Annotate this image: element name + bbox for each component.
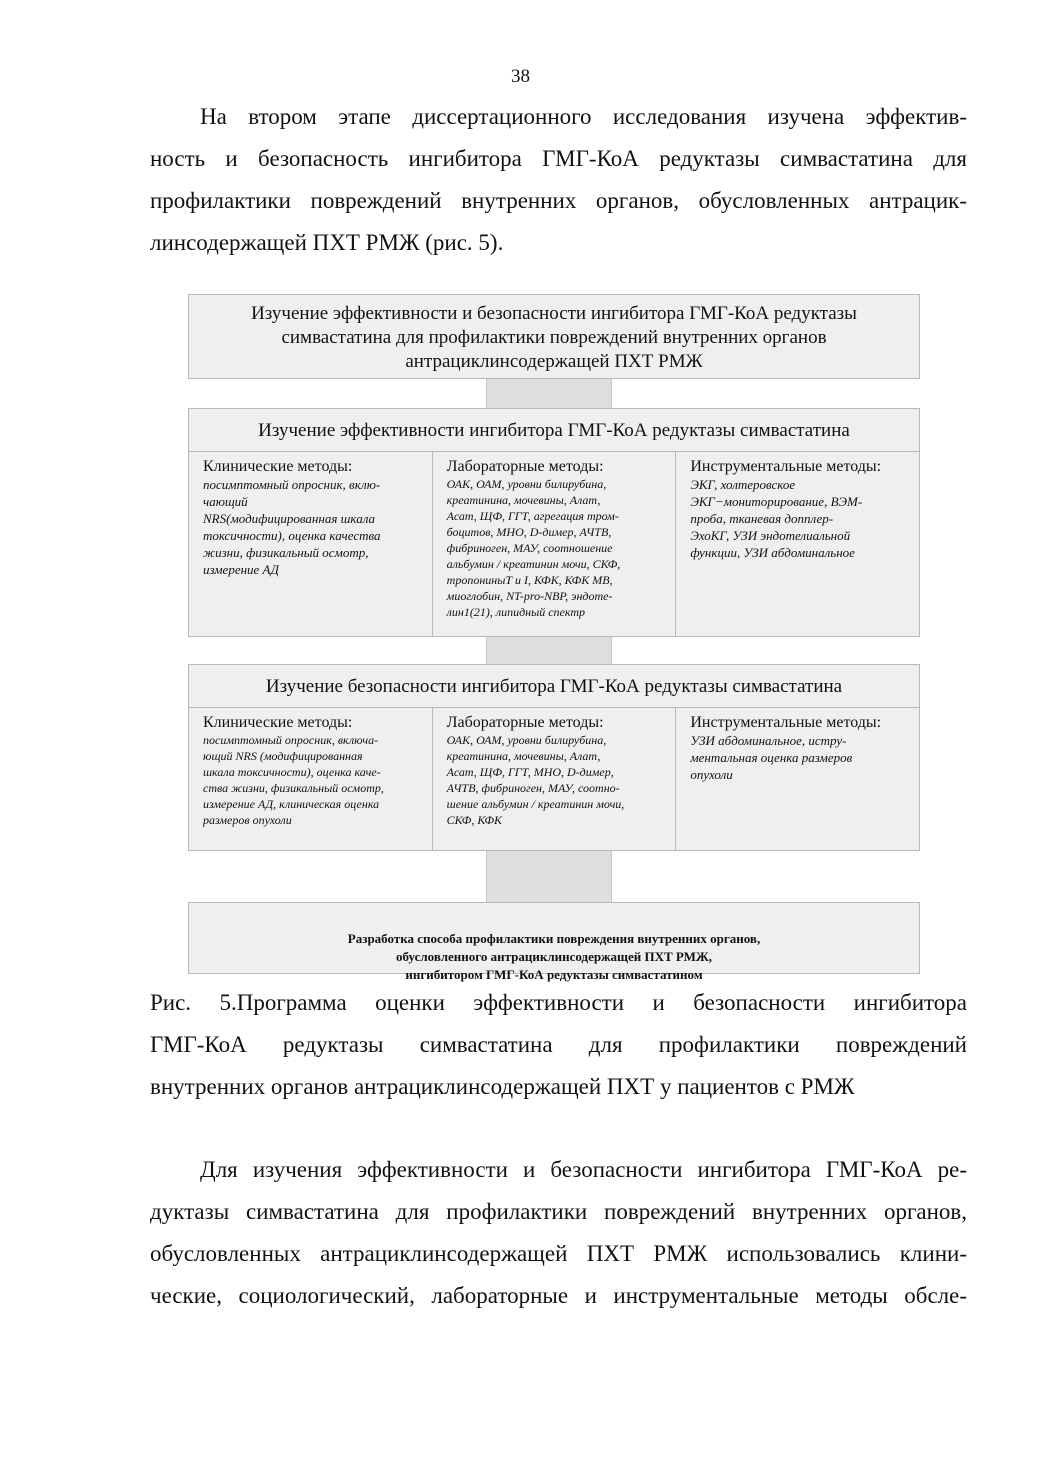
safety-heading-box: [188, 664, 920, 708]
text-line: профилактики повреждений внутренних органов, обусловленных антрацик-: [150, 188, 967, 213]
text-line: обусловленных антрациклинсодержащей ПХТ РМЖ использовались клини-: [150, 1241, 967, 1266]
efficacy-methods: [188, 452, 920, 637]
caption-line: ГМГ-КоА редуктазы симвастатина для профилактики повреждений: [150, 1032, 967, 1057]
safety-clinical-column: [189, 708, 433, 850]
caption-line: Рис. 5.Программа оценки эффективности и безопасности ингибитора: [150, 990, 967, 1015]
efficacy-heading-box: [188, 408, 920, 452]
safety-lab-column: [433, 708, 677, 850]
figure-caption: [150, 982, 967, 1108]
column-title: Лабораторные методы:: [446, 714, 604, 731]
connector: [486, 637, 612, 664]
diagram-top-box: [188, 294, 920, 379]
safety-methods: [188, 708, 920, 851]
column-body: ОАК, ОАМ, уровни билирубина, креатинина, мочевины, Алат, Асат, ЩФ, ГГТ, МНО, D-димер, АЧТВ, фибриноген, МАУ, соотно- шение альбумин / креатинин мочи, СКФ, КФК: [446, 733, 625, 827]
connector: [486, 851, 612, 902]
column-title: Инструментальные методы:: [690, 714, 882, 731]
efficacy-instrumental-column: [676, 452, 919, 636]
column-body: УЗИ абдоминальное, истру- ментальная оценка размеров опухоли: [690, 733, 853, 782]
text-line: ческие, социологический, лабораторные и инструментальные методы обсле-: [150, 1283, 967, 1308]
efficacy-lab-column: [433, 452, 677, 636]
caption-line: внутренних органов антрациклинсодержащей ПХТ у пациентов с РМЖ: [150, 1074, 855, 1099]
safety-instrumental-column: [676, 708, 919, 850]
column-title: Лабораторные методы:: [446, 458, 604, 475]
column-body: ОАК, ОАМ, уровни билирубина, креатинина, мочевины, Алат, Асат, ЩФ, ГГТ, агрегация тром- боцитов, МНО, D-димер, АЧТВ, фибриноген, МАУ, соотношение альбумин / креатинин мочи, СКФ, тропониныТ и I, КФК, КФК МВ, миоглобин, NT-pro-NBP, эндоте- лин1(21), липидный спектр: [446, 477, 621, 619]
efficacy-clinical-column: [189, 452, 433, 636]
column-body: ЭКГ, холтеровское ЭКГ−мониторирование, ВЭМ- проба, тканевая допплер- ЭхоКГ, УЗИ эндотелиальной функции, УЗИ абдоминальное: [690, 477, 863, 560]
connector: [486, 379, 612, 408]
safety-heading: Изучение безопасности ингибитора ГМГ-КоА редуктазы симвастатина: [265, 676, 843, 697]
column-title: Инструментальные методы:: [690, 458, 882, 475]
column-body: посимптомный опросник, включа- ющий NRS (модифицированная шкала токсичности), оценка каче- ства жизни, физикальный осмотр, измерение АД, клиническая оценка размеров опухоли: [203, 733, 384, 827]
diagram-top-title: Изучение эффективности и безопасности ингибитора ГМГ-КоА редуктазы симвастатина для профилактики повреждений внутренних органов антрациклинсодержащей ПХТ РМЖ: [251, 303, 857, 372]
text-line: ность и безопасность ингибитора ГМГ-КоА редуктазы симвастатина для: [150, 146, 967, 171]
efficacy-heading: Изучение эффективности ингибитора ГМГ-КоА редуктазы симвастатина: [258, 420, 850, 441]
column-title: Клинические методы:: [203, 714, 353, 731]
outro-paragraph: [150, 1149, 967, 1317]
research-program-diagram: [188, 294, 920, 982]
intro-paragraph: [150, 96, 967, 264]
text-line: линсодержащей ПХТ РМЖ (рис. 5).: [150, 230, 504, 255]
text-line: дуктазы симвастатина для профилактики повреждений внутренних органов,: [150, 1199, 967, 1224]
text-line: На втором этапе диссертационного исследования изучена эффектив-: [200, 104, 967, 129]
column-title: Клинические методы:: [203, 458, 353, 475]
text-line: Для изучения эффективности и безопасности ингибитора ГМГ-КоА ре-: [200, 1157, 967, 1182]
page-number: 38: [511, 66, 530, 87]
diagram-bottom-box: [188, 902, 920, 982]
diagram-bottom-text: Разработка способа профилактики повреждения внутренних органов, обусловленного антрациклинсодержащей ПХТ РМЖ, ингибитором ГМГ-КоА редуктазы симвастатином: [347, 931, 761, 982]
column-body: посимптомный опросник, вклю- чающий NRS(модифицированная шкала токсичности), оценка качества жизни, физикальный осмотр, измерение АД: [203, 477, 381, 577]
